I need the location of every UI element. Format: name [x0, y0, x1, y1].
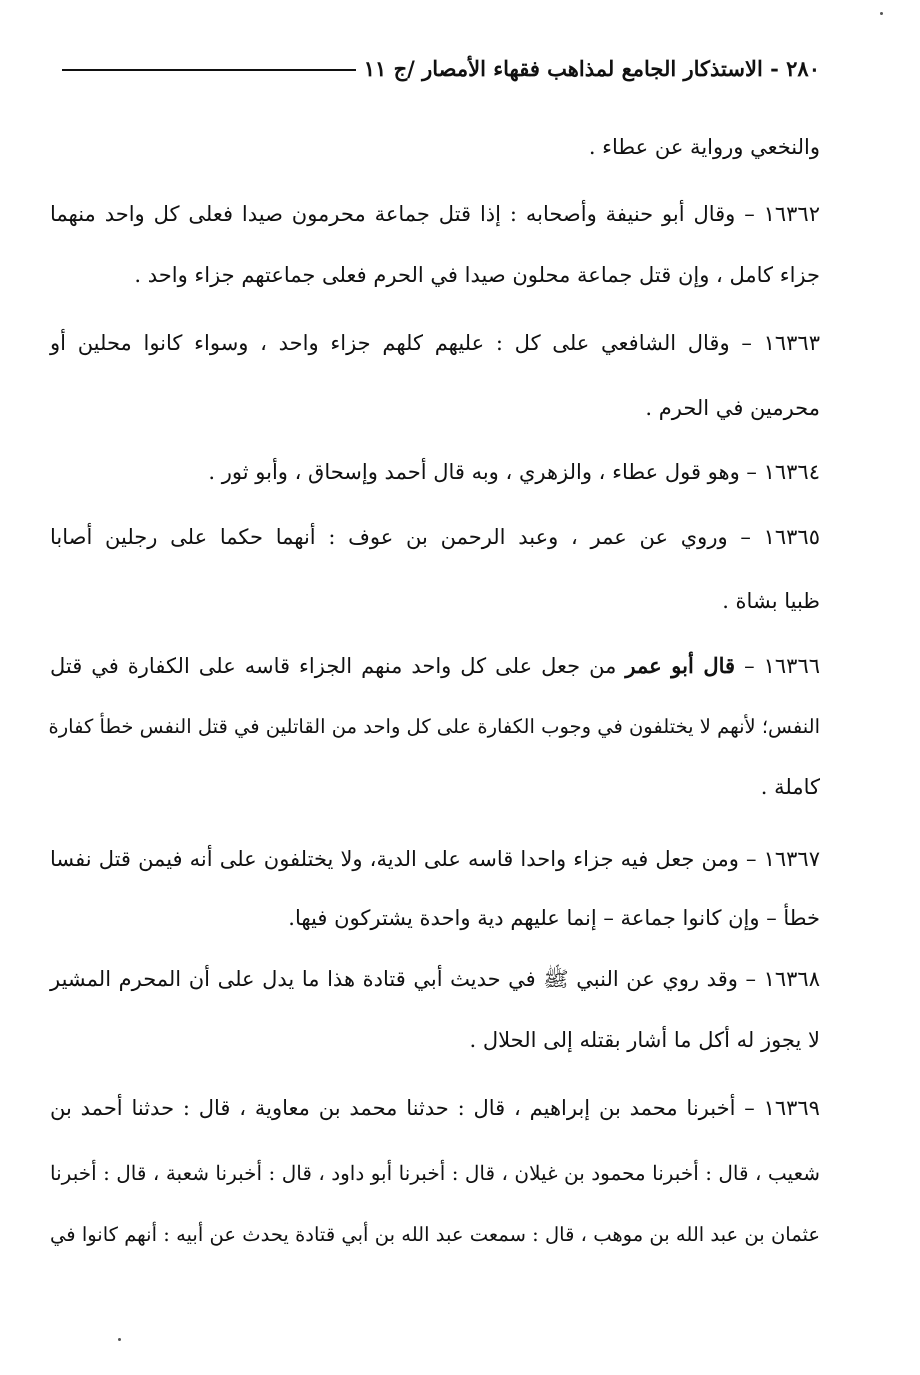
- paragraph-number: ١٦٣٦٤ –: [746, 460, 820, 484]
- paragraph-16366-line-2: [50, 706, 820, 748]
- line-text: والنخعي ورواية عن عطاء .: [588, 135, 820, 159]
- paragraph-16369-line-2: [50, 1152, 820, 1194]
- paragraph-16369-line-3: [50, 1214, 820, 1256]
- running-header: [62, 48, 820, 88]
- paragraph-16367-line-2: [50, 897, 820, 939]
- paragraph-16368-line-1: [50, 958, 820, 1000]
- line-text: عثمان بن عبد الله بن موهب ، قال : سمعت عبد الله بن أبي قتادة يحدث عن أبيه : أنهم كانوا في: [50, 1223, 820, 1246]
- line-text: لا يجوز له أكل ما أشار بقتله إلى الحلال .: [469, 1028, 820, 1052]
- header-rule: [62, 69, 356, 71]
- paragraph-number: ١٦٣٦٦ –: [744, 654, 821, 678]
- paragraph-16362-line-2: [50, 254, 820, 296]
- line-text: النفس؛ لأنهم لا يختلفون في وجوب الكفارة على كل واحد من القاتلين في قتل النفس خطأ كفارة: [48, 715, 820, 738]
- paragraph-16365-line-2: [50, 580, 820, 622]
- author-attribution: قال أبو عمر: [625, 653, 736, 678]
- paragraph-number: ١٦٣٦٣ –: [741, 331, 820, 355]
- text-line-1: [50, 126, 820, 168]
- line-text: وروي عن عمر ، وعبد الرحمن بن عوف : أنهما حكما على رجلين أصابا: [50, 525, 728, 549]
- line-text: شعيب ، قال : أخبرنا محمود بن غيلان ، قال : أخبرنا أبو داود ، قال : أخبرنا شعبة ، قال : أخبرنا: [50, 1161, 820, 1185]
- line-text: ومن جعل فيه جزاء واحدا قاسه على الدية، ولا يختلفون على أنه فيمن قتل نفسا: [50, 847, 739, 871]
- paragraph-number: ١٦٣٦٨ –: [745, 967, 820, 991]
- paragraph-16367-line-1: [50, 838, 820, 880]
- paragraph-16366-line-1: [50, 645, 820, 687]
- paragraph-16363-line-2: [50, 387, 820, 429]
- line-text: وهو قول عطاء ، والزهري ، وبه قال أحمد وإسحاق ، وأبو ثور .: [208, 460, 740, 484]
- line-text: جزاء كامل ، وإن قتل جماعة محلون صيدا في الحرم فعلى جماعتهم جزاء واحد .: [134, 263, 820, 287]
- line-text: وقد روي عن النبي ﷺ في حديث أبي قتادة هذا ما يدل على أن المحرم المشير: [50, 967, 738, 991]
- line-text: ظبيا بشاة .: [722, 589, 820, 613]
- paragraph-16362-line-1: [50, 193, 820, 235]
- header-title: ٢٨٠ - الاستذكار الجامع لمذاهب فقهاء الأمصار /ج ١١: [363, 55, 820, 81]
- line-text: محرمين في الحرم .: [645, 396, 820, 420]
- paragraph-16364: [50, 451, 820, 493]
- paragraph-16363-line-1: [50, 322, 820, 364]
- scan-speck: [118, 1338, 121, 1341]
- paragraph-number: ١٦٣٦٢ –: [744, 202, 820, 226]
- paragraph-16368-line-2: [50, 1019, 820, 1061]
- line-text: وقال أبو حنيفة وأصحابه : إذا قتل جماعة محرمون صيدا فعلى كل واحد منهما: [50, 202, 736, 226]
- line-text: أخبرنا محمد بن إبراهيم ، قال : حدثنا محمد بن معاوية ، قال : حدثنا أحمد بن: [50, 1096, 736, 1120]
- paragraph-16369-line-1: [50, 1087, 820, 1129]
- line-text: كاملة .: [760, 775, 820, 799]
- line-text: خطأ – وإن كانوا جماعة – إنما عليهم دية واحدة يشتركون فيها.: [288, 906, 820, 930]
- paragraph-number: ١٦٣٦٧ –: [745, 847, 820, 871]
- paragraph-number: ١٦٣٦٩ –: [744, 1096, 820, 1120]
- scan-speck: [880, 12, 883, 15]
- paragraph-16366-line-3: [50, 766, 820, 808]
- paragraph-number: ١٦٣٦٥ –: [740, 525, 820, 549]
- line-text: وقال الشافعي على كل : عليهم كلهم جزاء واحد ، وسواء كانوا محلين أو: [50, 331, 730, 355]
- line-text: من جعل على كل واحد منهم الجزاء قاسه على الكفارة في قتل: [50, 654, 617, 678]
- paragraph-16365-line-1: [50, 516, 820, 558]
